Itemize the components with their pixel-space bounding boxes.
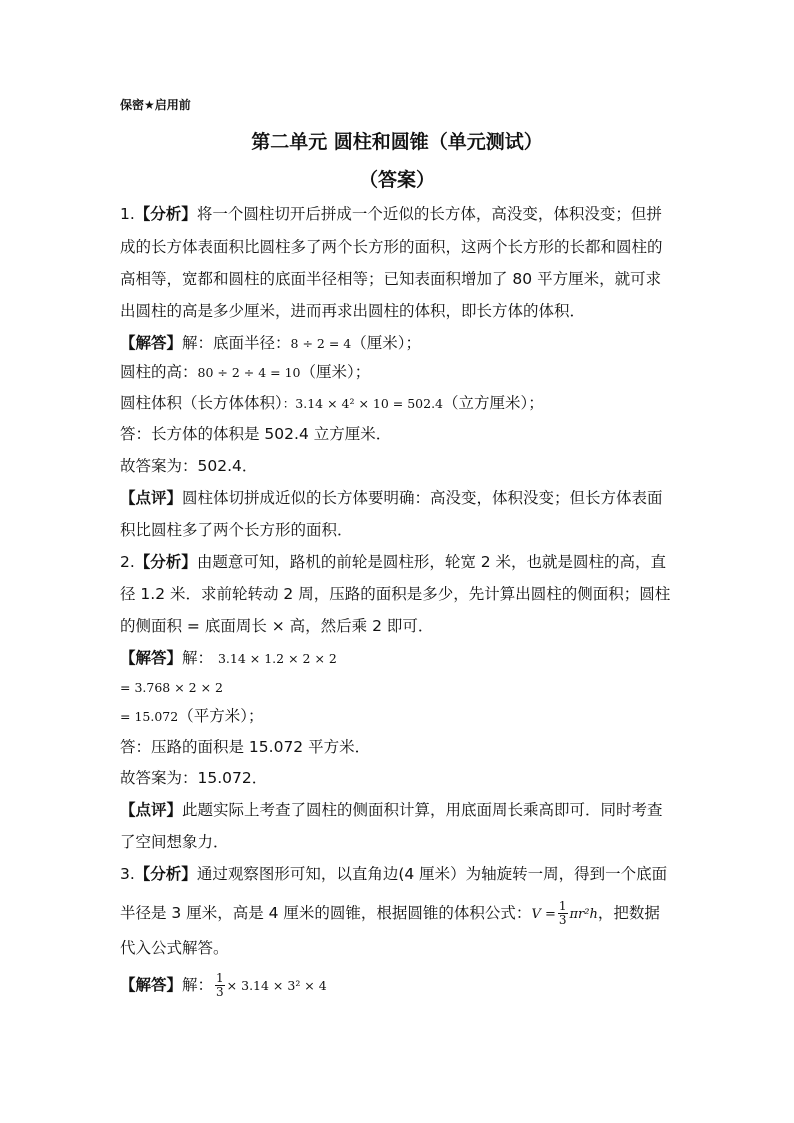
q2-analysis-line-2: 径 1.2 米．求前轮转动 2 周，压路的面积是多少，先计算出圆柱的侧面积；圆柱 xyxy=(120,585,671,603)
q1-step3-label: 圆柱体积（长方体体积） xyxy=(120,394,283,412)
page-title: 第二单元 圆柱和圆锥（单元测试） xyxy=(251,131,543,153)
q1-analysis-line-2: 成的长方体表面积比圆柱多了两个长方形的面积，这两个长方形的长都和圆柱的 xyxy=(120,238,663,256)
q1-step1-unit: （厘米）； xyxy=(351,334,422,352)
q1-step1-math: 8 ÷ 2 = 4 xyxy=(290,336,352,351)
q1-step2-label: 圆柱的高： xyxy=(120,363,198,381)
q3-analysis-text-2a: 半径是 3 厘米，高是 4 厘米的圆锥，根据圆锥的体积公式： xyxy=(120,904,532,922)
q3-solve-tag: 【解答】 xyxy=(120,976,183,994)
q1-step2-math: 80 ÷ 2 ÷ 4 = 10 xyxy=(197,365,301,380)
q2-analysis-text-1: 由题意可知，路机的前轮是圆柱形，轮宽 2 米，也就是圆柱的高，直 xyxy=(196,553,667,571)
q3-formula-numerator: 1 xyxy=(558,899,567,913)
q3-solve-line-1 xyxy=(120,970,327,1001)
q1-solve-word: 解： xyxy=(182,334,214,352)
q2-math-1: 3.14 × 1.2 × 2 × 2 xyxy=(217,651,337,666)
q3-formula-right: πr²h xyxy=(569,907,598,922)
q2-final: 故答案为：15.072． xyxy=(120,769,268,787)
q2-math-3: = 15.072 xyxy=(120,709,179,724)
q3-number: 3. xyxy=(120,865,135,883)
q3-formula-fraction xyxy=(558,900,568,927)
q1-review-line-1 xyxy=(120,488,663,508)
q2-analysis-line-1 xyxy=(120,552,666,572)
q3-analysis-text-1: 通过观察图形可知，以直角边(4 厘米）为轴旋转一周，得到一个底面 xyxy=(196,865,668,883)
q1-review-tag: 【点评】 xyxy=(120,489,183,507)
q2-review-tag: 【点评】 xyxy=(120,801,183,819)
q3-solve-fraction xyxy=(215,972,225,999)
q1-analysis-text-1: 将一个圆柱切开后拼成一个近似的长方体，高没变，体积没变；但拼 xyxy=(196,205,662,223)
q1-step3-math: ：3.14 × 4² × 10 = 502.4 xyxy=(282,396,444,411)
q2-math-2: = 3.768 × 2 × 2 xyxy=(120,680,223,695)
q2-answer: 答：压路的面积是 15.072 平方米． xyxy=(120,738,371,756)
q3-analysis-line-3: 代入公式解答。 xyxy=(120,939,229,957)
q1-answer: 答：长方体的体积是 502.4 立方厘米． xyxy=(120,425,392,443)
confidential-label: 保密★启用前 xyxy=(120,98,191,112)
q1-analysis-line-3: 高相等，宽都和圆柱的底面半径相等；已知表面积增加了 80 平方厘米，就可求 xyxy=(120,270,662,288)
q3-solve-numerator: 1 xyxy=(216,971,224,985)
q2-solve-word: 解： xyxy=(182,649,214,667)
q3-analysis-line-1 xyxy=(120,864,667,884)
q1-solve-tag: 【解答】 xyxy=(120,334,183,352)
page-subtitle: （答案） xyxy=(358,169,435,191)
q2-number: 2. xyxy=(120,553,135,571)
q1-step3-unit: （立方厘米）； xyxy=(443,394,544,412)
q1-analysis-tag: 【分析】 xyxy=(134,205,197,223)
q1-analysis-line-1 xyxy=(120,204,662,224)
q2-analysis-line-3: 的侧面积 = 底面周长 × 高，然后乘 2 即可． xyxy=(120,617,434,635)
q1-review-line-2: 积比圆柱多了两个长方形的面积． xyxy=(120,521,353,539)
q3-solve-denominator: 3 xyxy=(216,985,224,999)
q1-analysis-line-4: 出圆柱的高是多少厘米，进而再求出圆柱的体积，即长方体的体积． xyxy=(120,302,586,320)
q2-analysis-tag: 【分析】 xyxy=(134,553,197,571)
q1-number: 1. xyxy=(120,205,135,223)
q3-formula-denominator: 3 xyxy=(558,913,567,927)
q2-solve-line-1 xyxy=(120,648,337,669)
q3-analysis-line-2 xyxy=(120,898,660,930)
q3-analysis-tag: 【分析】 xyxy=(134,865,197,883)
q1-step2-unit: （厘米）； xyxy=(300,363,371,381)
q3-analysis-text-2b: ，把数据 xyxy=(597,904,660,922)
q2-review-line-2: 了空间想象力． xyxy=(120,833,229,851)
q2-solve-line-2 xyxy=(120,677,223,698)
q1-solve-line-1 xyxy=(120,333,421,354)
q1-review-text-1: 圆柱体切拼成近似的长方体要明确：高没变，体积没变；但长方体表面 xyxy=(182,489,663,507)
q2-review-line-1 xyxy=(120,800,663,820)
q2-solve-line-3 xyxy=(120,706,263,727)
q3-solve-math: × 3.14 × 3² × 4 xyxy=(226,978,327,993)
q1-final: 故答案为：502.4． xyxy=(120,457,258,475)
q1-solve-line-2 xyxy=(120,362,370,383)
q1-step1-label: 底面半径： xyxy=(213,334,291,352)
q2-math-3-unit: （平方米）； xyxy=(178,707,264,725)
q2-review-text-1: 此题实际上考查了圆柱的侧面积计算，用底面周长乘高即可．同时考查 xyxy=(182,801,663,819)
q2-solve-tag: 【解答】 xyxy=(120,649,183,667)
q1-solve-line-3 xyxy=(120,393,544,414)
q3-solve-word: 解： xyxy=(182,976,214,994)
q3-formula-left: V = xyxy=(531,907,556,922)
